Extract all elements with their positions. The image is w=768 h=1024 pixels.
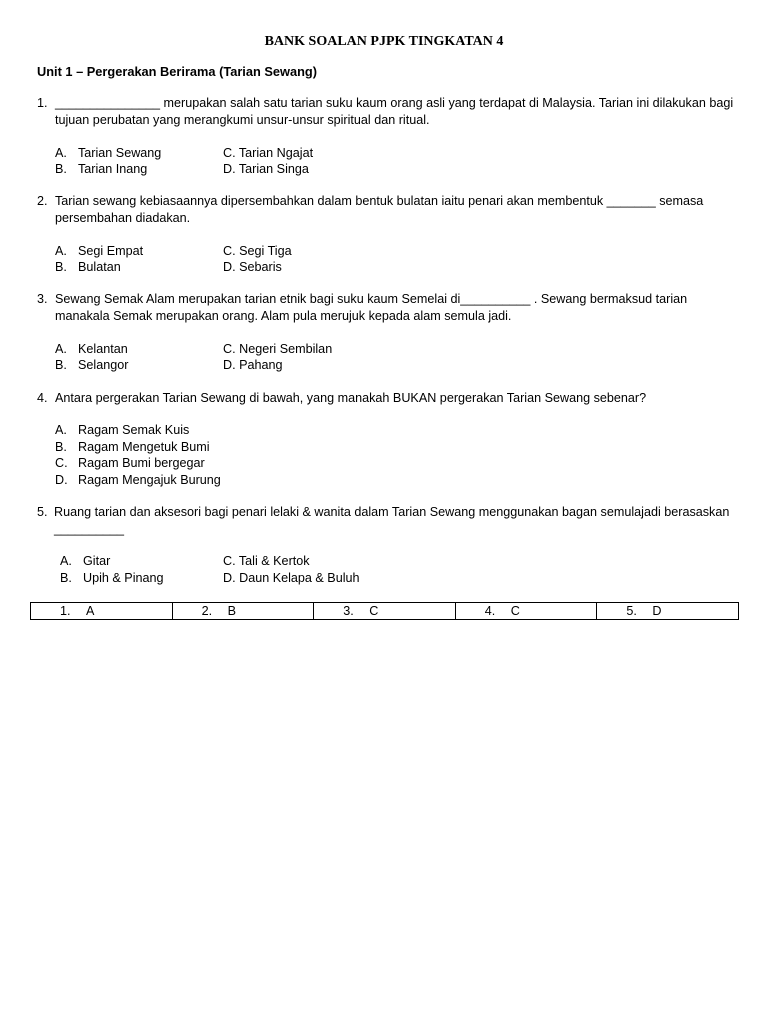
answer-key-table: [30, 602, 739, 620]
answer-letter: D: [652, 604, 662, 618]
option-text: Upih & Pinang: [83, 571, 164, 585]
option-d: [55, 472, 221, 489]
option-letter: B.: [55, 260, 67, 274]
option-c: C. Tarian Ngajat: [223, 146, 314, 160]
answer-number: 5.: [626, 604, 637, 618]
option-text: Segi Empat: [78, 244, 144, 258]
option-text: Ragam Mengajuk Burung: [78, 473, 221, 487]
question-number: 1.: [37, 96, 48, 110]
option-c: C. Tali & Kertok: [223, 554, 310, 568]
question-3: [37, 291, 737, 324]
answer-cell-1: [31, 603, 173, 620]
option-a: [55, 422, 189, 439]
option-letter: A.: [55, 342, 67, 356]
answer-number: 1.: [60, 604, 71, 618]
option-text: Ragam Bumi bergegar: [78, 456, 205, 470]
question-number: 4.: [37, 391, 48, 405]
option-letter: A.: [55, 244, 67, 258]
unit-heading: Unit 1 – Pergerakan Berirama (Tarian Sewang): [37, 64, 317, 79]
option-a: [60, 553, 110, 570]
option-text: Ragam Mengetuk Bumi: [78, 440, 210, 454]
question-text: _______________ merupakan salah satu tarian suku kaum orang asli yang terdapat di Malaysia. Tarian ini dilakukan bagi tujuan perubatan yang merangkumi unsur-unsur spiritual dan ritual.: [55, 96, 734, 127]
answer-letter: A: [86, 604, 95, 618]
answer-cell-3: [314, 603, 456, 620]
option-text: Tarian Sewang: [78, 146, 162, 160]
option-c: C. Segi Tiga: [223, 244, 292, 258]
option-b: [60, 570, 164, 587]
option-c: [55, 455, 205, 472]
option-letter: B.: [55, 440, 67, 454]
option-text: Tarian Inang: [78, 162, 148, 176]
option-c: C. Negeri Sembilan: [223, 342, 333, 356]
question-5: [37, 504, 737, 537]
option-letter: A.: [60, 554, 72, 568]
question-text: Sewang Semak Alam merupakan tarian etnik bagi suku kaum Semelai di__________ . Sewang bermaksud tarian manakala Semak merupakan orang. Alam pula merujuk kepada alam semula jadi.: [55, 292, 688, 323]
option-b: [55, 357, 128, 374]
question-number: 3.: [37, 292, 48, 306]
option-text: Gitar: [83, 554, 111, 568]
option-letter: A.: [55, 146, 67, 160]
option-letter: A.: [55, 423, 67, 437]
option-a: [55, 341, 128, 358]
answer-key-row: [31, 603, 739, 620]
option-letter: D.: [55, 473, 68, 487]
option-a: [55, 145, 161, 162]
answer-number: 2.: [201, 604, 213, 618]
question-text: Ruang tarian dan aksesori bagi penari lelaki & wanita dalam Tarian Sewang menggunakan bagan semulajadi berasaskan __________: [54, 505, 730, 536]
question-text: Tarian sewang kebiasaannya dipersembahkan dalam bentuk bulatan iaitu penari akan membentuk _______ semasa persembahan diadakan.: [55, 194, 704, 225]
option-b: [55, 259, 121, 276]
option-letter: C.: [55, 456, 68, 470]
question-number: 2.: [37, 194, 48, 208]
answer-letter: C: [510, 604, 520, 618]
question-text: Antara pergerakan Tarian Sewang di bawah, yang manakah BUKAN pergerakan Tarian Sewang sebenar?: [55, 391, 647, 405]
question-2: [37, 193, 737, 226]
option-letter: B.: [60, 571, 72, 585]
option-a: [55, 243, 143, 260]
option-text: Bulatan: [78, 260, 121, 274]
answer-number: 4.: [484, 604, 496, 618]
option-letter: B.: [55, 358, 67, 372]
option-d: D. Pahang: [223, 358, 283, 372]
option-b: [55, 161, 147, 178]
question-4: [37, 390, 737, 407]
option-text: Ragam Semak Kuis: [78, 423, 190, 437]
answer-cell-4: [455, 603, 597, 620]
answer-cell-5: [597, 603, 739, 620]
answer-letter: C: [369, 604, 379, 618]
answer-letter: B: [227, 604, 236, 618]
question-number: 5.: [37, 505, 48, 519]
option-letter: B.: [55, 162, 67, 176]
option-b: [55, 439, 210, 456]
option-text: Selangor: [78, 358, 129, 372]
document-title: BANK SOALAN PJPK TINGKATAN 4: [264, 34, 504, 49]
answer-number: 3.: [343, 604, 354, 618]
option-d: D. Daun Kelapa & Buluh: [223, 571, 360, 585]
option-d: D. Sebaris: [223, 260, 282, 274]
answer-cell-2: [172, 603, 314, 620]
question-1: [37, 95, 737, 128]
option-text: Kelantan: [78, 342, 128, 356]
option-d: D. Tarian Singa: [223, 162, 309, 176]
